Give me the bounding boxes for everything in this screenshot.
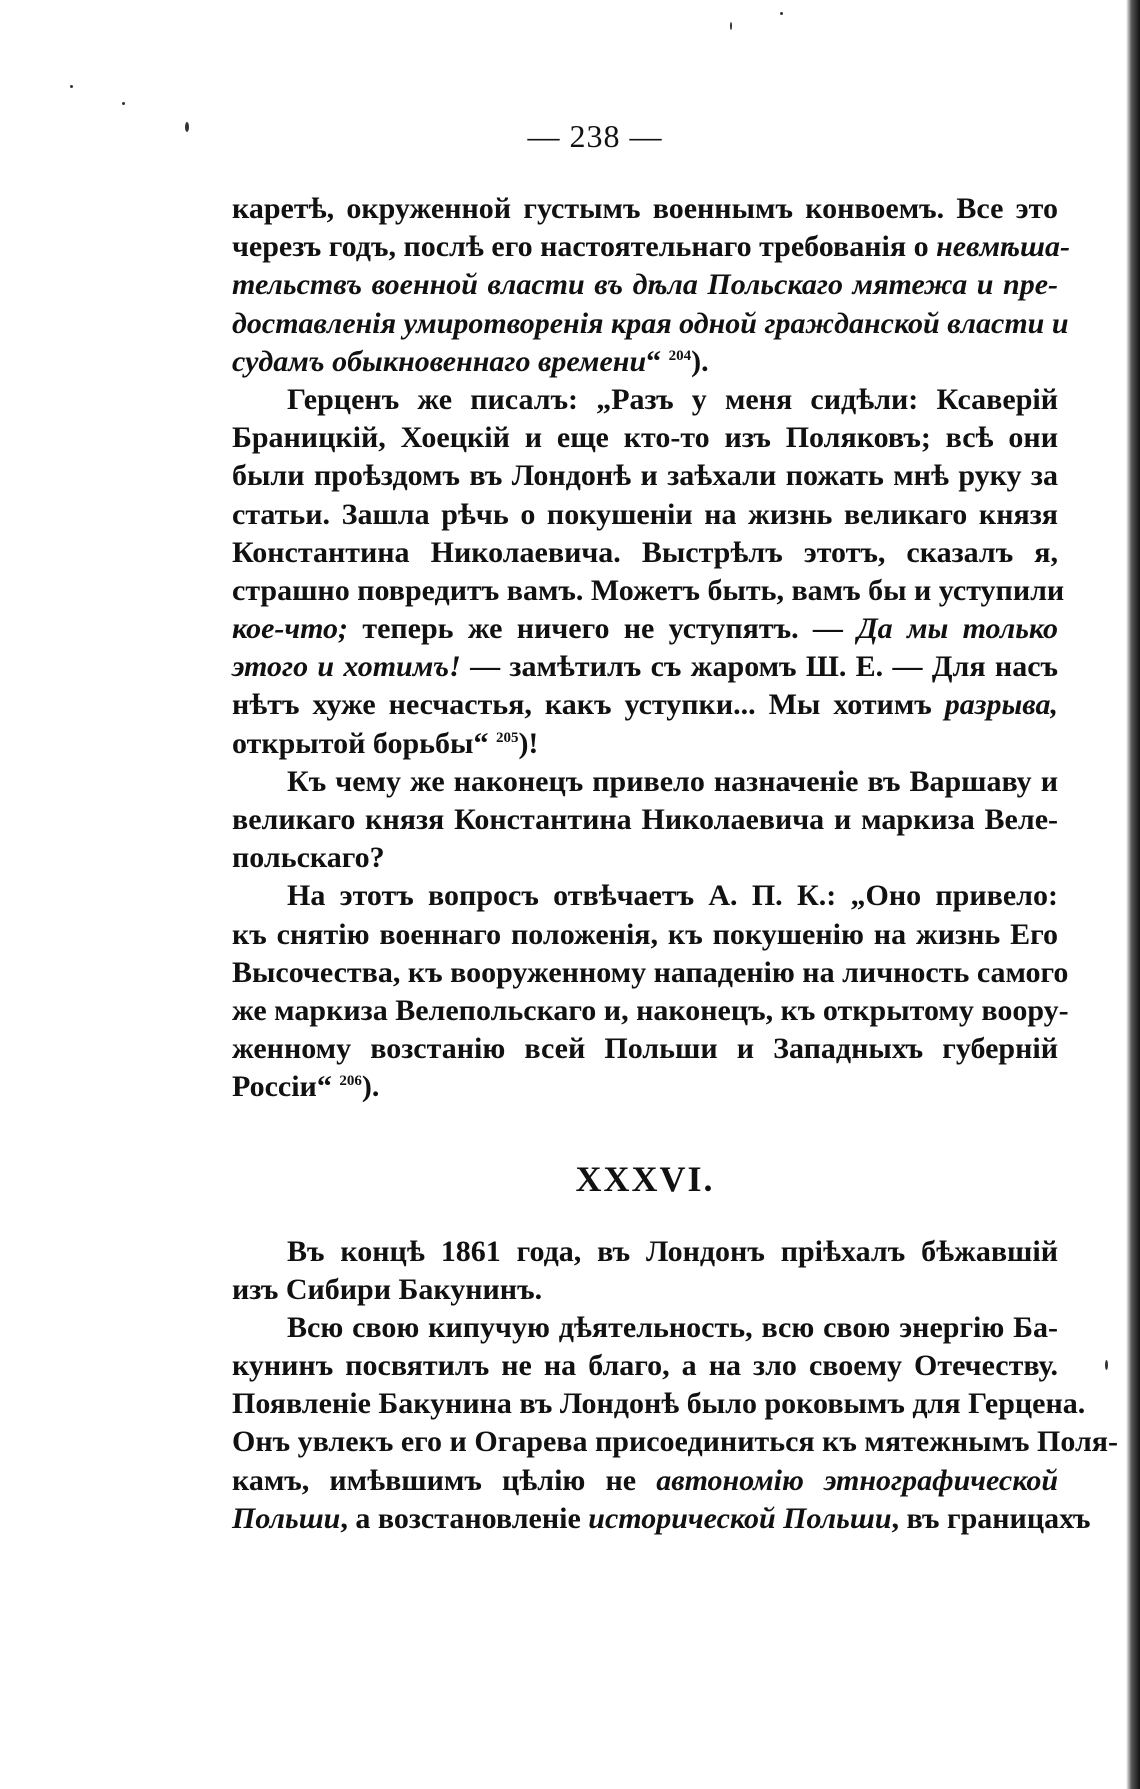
italic-span: судамъ обыкновеннаго времени — [232, 344, 647, 378]
paragraph-3 — [232, 763, 1058, 878]
text-span: открытой борьбы — [232, 726, 474, 760]
page-number: — 238 — — [527, 118, 663, 154]
text-span: нѣтъ хуже несчастья, какъ уступки... Мы хотимъ — [232, 688, 945, 722]
text-span: Россіи — [232, 1070, 317, 1104]
section-heading: XXXVI. — [575, 1158, 715, 1199]
scan-speck — [1105, 1360, 1108, 1370]
text-line: статьи. Зашла рѣчь о покушеніи на жизнь великаго князя — [232, 497, 1058, 531]
text-line: Появленіе Бакунина въ Лондонѣ было роковымъ для Герцена. — [232, 1387, 1086, 1421]
text-span: , въ границахъ — [891, 1501, 1091, 1535]
text-line — [232, 648, 1058, 686]
body-text — [232, 190, 1119, 1538]
italic-span: разрыва, — [944, 688, 1058, 722]
text-span: камъ, имѣвшимъ цѣлію не — [232, 1463, 657, 1497]
text-line: Къ чему же наконецъ привело назначеніе въ Варшаву и — [287, 764, 1058, 798]
text-span: — замѣтилъ съ жаромъ Ш. Е. — Для насъ — [460, 650, 1058, 684]
scan-speck — [730, 22, 732, 30]
text-line — [232, 725, 1058, 763]
text-span: черезъ годъ, послѣ его настоятельнаго требованія о — [232, 230, 937, 264]
paragraph-4 — [232, 877, 1069, 1106]
text-line: Всю свою кипучую дѣятельность, всю свою энергію Ба- — [287, 1310, 1058, 1344]
paragraph-5 — [232, 1233, 1058, 1309]
italic-span: исторической Польши — [588, 1501, 892, 1535]
text-span: ). — [361, 1070, 380, 1104]
text-line: великаго князя Константина Николаевича и маркиза Веле- — [232, 803, 1058, 836]
text-line: Онъ увлекъ его и Огарева присоединиться къ мятежнымъ Поля- — [232, 1425, 1119, 1459]
text-line: Въ концѣ 1861 года, въ Лондонъ пріѣхалъ бѣжавшій — [287, 1234, 1058, 1268]
text-line: къ снятію военнаго положенія, къ покушенію на жизнь Его — [232, 917, 1058, 951]
text-line: Константина Николаевича. Выстрѣлъ этотъ, сказалъ я, — [232, 535, 1058, 569]
closing-quote: “ — [473, 726, 489, 760]
text-line: тельствъ военной власти въ дѣла Польскаго мятежа и пре- — [232, 268, 1058, 302]
text-line: Браницкій, Хоецкій и еще кто-то изъ Поляковъ; всѣ они — [232, 421, 1058, 455]
italic-span: кое-что; — [232, 612, 349, 646]
text-line — [232, 343, 1058, 381]
text-line: каретѣ, окруженной густымъ военнымъ конвоемъ. Все это — [232, 192, 1058, 225]
page-edge-shadow — [1126, 0, 1140, 1789]
scan-speck — [70, 85, 73, 88]
text-span: , а возстановленіе — [340, 1501, 589, 1535]
text-span: )! — [518, 726, 539, 760]
text-line — [232, 1068, 1058, 1106]
closing-quote: “ — [646, 344, 662, 378]
scan-speck — [780, 12, 783, 15]
text-line — [232, 610, 1058, 648]
italic-span: Польши — [232, 1501, 341, 1535]
italic-span: Да мы только — [857, 612, 1058, 646]
italic-span: автономію этнографической — [656, 1463, 1058, 1497]
text-span: теперь же ничего не уступятъ. — — [348, 612, 858, 646]
text-line: Высочества, къ вооруженному нападенію на личность самого — [232, 955, 1069, 989]
text-line: же маркиза Велепольскаго и, наконецъ, къ открытому воору- — [232, 993, 1069, 1027]
text-line: Герценъ же писалъ: „Разъ у меня сидѣли: Ксаверій — [287, 382, 1058, 416]
text-span: ). — [691, 344, 709, 378]
text-line — [232, 228, 1071, 266]
footnote-ref: 206 — [339, 1073, 362, 1090]
scan-speck — [122, 102, 125, 105]
text-line — [232, 1500, 1091, 1538]
footnote-ref: 204 — [668, 347, 692, 364]
paragraph-1 — [232, 190, 1071, 381]
closing-quote: “ — [316, 1070, 332, 1104]
text-line: польскаго? — [232, 841, 385, 875]
text-line: женному возстанію всей Польши и Западныхъ губерній — [232, 1032, 1058, 1066]
text-line — [232, 1462, 1058, 1500]
text-line — [232, 686, 1058, 724]
italic-span: этого и хотимъ! — [232, 650, 461, 684]
italic-span: невмѣша- — [936, 230, 1071, 264]
text-line: На этотъ вопросъ отвѣчаетъ А. П. К.: „Оно привело: — [287, 879, 1058, 913]
text-line: кунинъ посвятилъ не на благо, а на зло своему Отечеству. — [232, 1349, 1058, 1383]
text-line: страшно повредитъ вамъ. Можетъ быть, вамъ бы и уступили — [232, 573, 1065, 607]
text-line: были проѣздомъ въ Лондонѣ и заѣхали пожать мнѣ руку за — [232, 459, 1058, 493]
footnote-ref: 205 — [495, 729, 519, 746]
paragraph-2 — [232, 381, 1065, 763]
text-line: изъ Сибири Бакунинъ. — [232, 1272, 543, 1306]
paragraph-6 — [232, 1309, 1119, 1538]
text-line: доставленія умиротворенія края одной гражданской власти и — [232, 306, 1069, 340]
